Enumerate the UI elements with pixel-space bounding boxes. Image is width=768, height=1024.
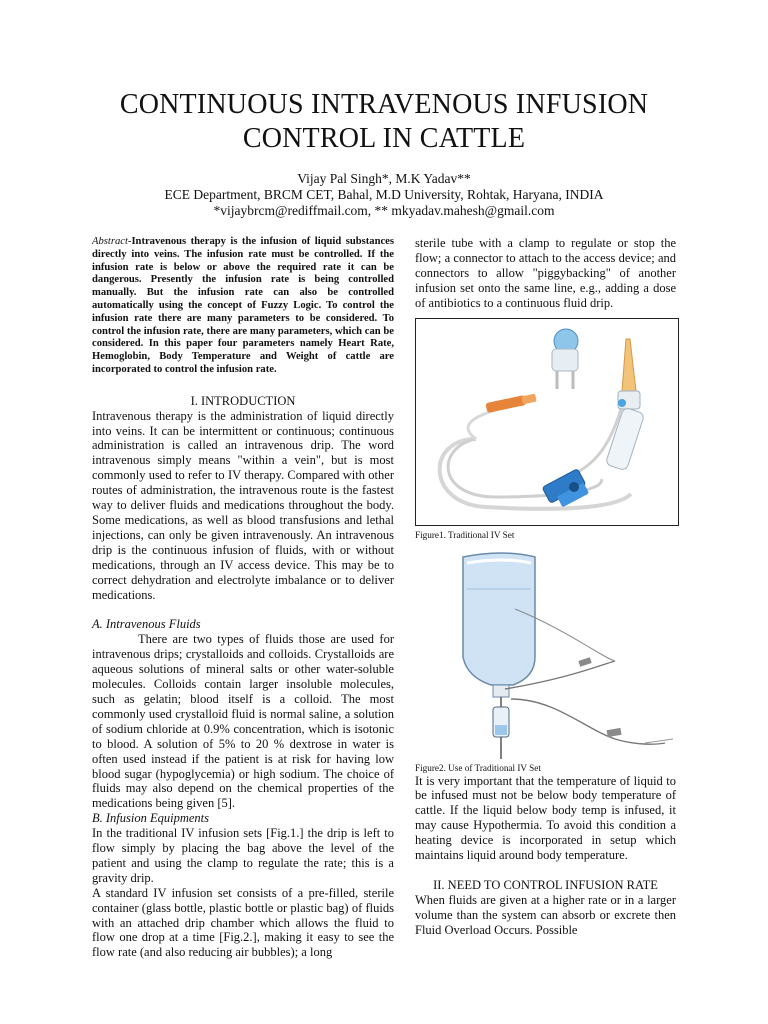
- need-to-control-text: When fluids are given at a higher rate or in a larger volume than the system can absorb or excrete then Fluid Overload Occurs. Possible: [415, 892, 676, 937]
- iv-set-illustration: [416, 319, 678, 525]
- abstract-label: Abstract-: [92, 236, 132, 247]
- equipments-text-2: A standard IV infusion set consists of a pre-filled, sterile container (glass bottle, plastic bottle or plastic bag) of fluids with an attached drip chamber which allows the fluid to flow one drop at a time [Fig.2.], making it easy to see the flow rate (and also reducing air bubbles); a long: [92, 885, 394, 960]
- section-heading-need-to-control: II. NEED TO CONTROL INFUSION RATE: [433, 877, 658, 892]
- fluids-text: There are two types of fluids those are used for intravenous drips; crystalloids and colloids. Crystalloids are aqueous solutions of mineral salts or other water-soluble molecules. Colloids contain larger insoluble molecules, such as gelatin; blood itself is a colloid. The most commonly used crystalloid fluid is normal saline, a solution of sodium chloride at 0.9% concentration, which is isotonic to blood. A solution of 5% to 20 % dextrose in water is often used instead if the patient is at risk for having low blood sugar (hypoglycemia) or high sodium. The choice of fluids may also depend on the chemical properties of the medications being given [5].: [92, 632, 394, 811]
- paper-title: [40, 88, 728, 156]
- subsection-heading-fluids: A. Intravenous Fluids: [92, 617, 201, 632]
- author-emails: *vijaybrcm@rediffmail.com, ** mkyadav.mahesh@gmail.com: [213, 203, 555, 218]
- author-block: [40, 171, 728, 219]
- introduction-text: Intravenous therapy is the administration of liquid directly into veins. It can be intermittent or continuous; continuous administration is called an intravenous drip. The word intravenous simply means "within a vein", but is most commonly used to refer to IV therapy. Compared with other routes of administration, the intravenous route is the fastest way to deliver fluids and medications throughout the body. Some medications, as well as blood transfusions and lethal injections, can only be given intravenously. An intravenous drip is the continuous infusion of fluids, with or without medications, through an IV access device. This may be to correct dehydration and electrolyte imbalance or to deliver medications.: [92, 408, 394, 602]
- right-column: [415, 236, 676, 938]
- figure-2-caption: Figure2. Use of Traditional IV Set: [415, 762, 541, 773]
- title-line-1: CONTINUOUS INTRAVENOUS INFUSION: [119, 89, 649, 120]
- subsection-heading-equipments: B. Infusion Equipments: [92, 811, 210, 826]
- temperature-text: It is very important that the temperature of liquid to be infused must not be below body temperature of cattle. If the liquid below body temp is infused, it may cause Hypothermia. To avoid this condition a heating device is incorporated in setup which maintains liquid around body temperature.: [415, 773, 676, 863]
- figure-1-iv-set: [415, 318, 679, 526]
- title-line-2: CONTROL IN CATTLE: [242, 123, 526, 154]
- author-names: Vijay Pal Singh*, M.K Yadav**: [297, 171, 471, 186]
- iv-bottle-illustration: [415, 549, 677, 761]
- left-column: [92, 236, 394, 960]
- right-column-continuation: sterile tube with a clamp to regulate or stop the flow; a connector to attach to the access device; and connectors to allow "piggybacking" of another infusion set onto the same line, e.g., adding a dose of antibiotics to a continuous fluid drip.: [415, 236, 676, 310]
- equipments-text-1: In the traditional IV infusion sets [Fig.1.] the drip is left to flow simply by placing the bag above the level of the patient and using the clamp to regulate the rate; this is a gravity drip.: [92, 826, 394, 885]
- abstract-text: Intravenous therapy is the infusion of liquid substances directly into veins. The infusion rate must be controlled. If the infusion rate is below or above the required rate it can be dangerous. Presently the infusion rate is being controlled manually. But the infusion rate can also be controlled automatically using the concept of Fuzzy Logic. To control the infusion rate there are many parameters to be considered. To control the infusion rate, there are many parameters, which can be considered. In this paper four parameters namely Heart Rate, Hemoglobin, Body Temperature and Weight of cattle are incorporated to control the infusion rate.: [92, 236, 394, 375]
- figure-2-iv-bottle: [415, 549, 677, 761]
- abstract: [92, 236, 394, 377]
- author-affiliation: ECE Department, BRCM CET, Bahal, M.D University, Rohtak, Haryana, INDIA: [164, 187, 604, 202]
- section-heading-introduction: I. INTRODUCTION: [190, 393, 296, 408]
- figure-1-caption: Figure1. Traditional IV Set: [415, 529, 515, 540]
